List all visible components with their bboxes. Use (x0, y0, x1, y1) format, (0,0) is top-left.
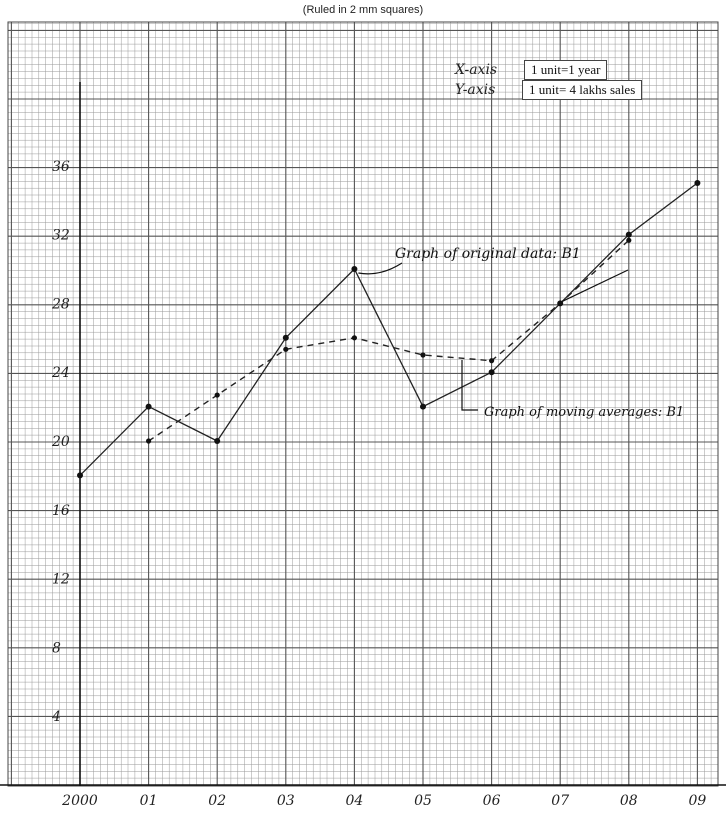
y-unit-text: 1 unit= 4 lakhs sales (529, 82, 636, 97)
x-tick-label: 07 (551, 793, 570, 809)
y-tick-label: 36 (52, 158, 70, 175)
original-data-point (489, 369, 495, 375)
original-data-point (351, 266, 357, 272)
minor-grid (8, 22, 718, 786)
x-tick-label: 05 (414, 793, 432, 809)
original-data-point (626, 232, 632, 238)
moving-average-point (283, 347, 288, 352)
original-data-point (77, 472, 83, 478)
x-tick-label: 09 (688, 793, 707, 809)
x-unit-legend (524, 60, 607, 80)
original-data-point (146, 404, 152, 410)
y-tick-label: 16 (52, 502, 70, 519)
moving-average-point (146, 438, 151, 443)
y-tick-label: 12 (52, 571, 70, 588)
y-tick-label: 32 (52, 227, 70, 244)
x-tick-label: 06 (482, 793, 501, 809)
paper-note: (Ruled in 2 mm squares) (302, 4, 424, 16)
moving-average-annotation: Graph of moving averages: B1 (484, 405, 685, 420)
x-tick-label: 04 (345, 793, 364, 809)
y-tick-label: 24 (52, 365, 70, 382)
y-tick-label: 4 (52, 709, 61, 726)
x-axis-legend-label: X-axis (455, 62, 498, 78)
y-tick-label: 20 (52, 434, 70, 450)
moving-average-point (420, 352, 425, 357)
moving-average-point (489, 358, 494, 363)
x-tick-label: 01 (139, 793, 158, 809)
original-data-point (214, 438, 220, 444)
moving-average-point (352, 335, 357, 340)
original-data-point (420, 404, 426, 410)
y-tick-label: 8 (52, 640, 61, 657)
x-tick-label: 03 (276, 793, 295, 809)
y-axis-legend-label: Y-axis (455, 82, 496, 98)
x-tick-label: 2000 (62, 793, 98, 809)
original-data-annotation: Graph of original data: B1 (395, 246, 581, 262)
y-unit-legend (522, 80, 642, 100)
x-tick-label: 02 (208, 793, 227, 809)
moving-average-point (626, 238, 631, 243)
moving-average-point (558, 301, 563, 306)
x-unit-text: 1 unit=1 year (531, 62, 601, 77)
y-tick-label: 28 (52, 296, 70, 313)
ma-annotation-arrow (562, 270, 628, 301)
x-tick-label: 08 (619, 793, 638, 809)
original-data-point (283, 335, 289, 341)
moving-average-point (215, 392, 220, 397)
original-data-point (694, 180, 700, 186)
